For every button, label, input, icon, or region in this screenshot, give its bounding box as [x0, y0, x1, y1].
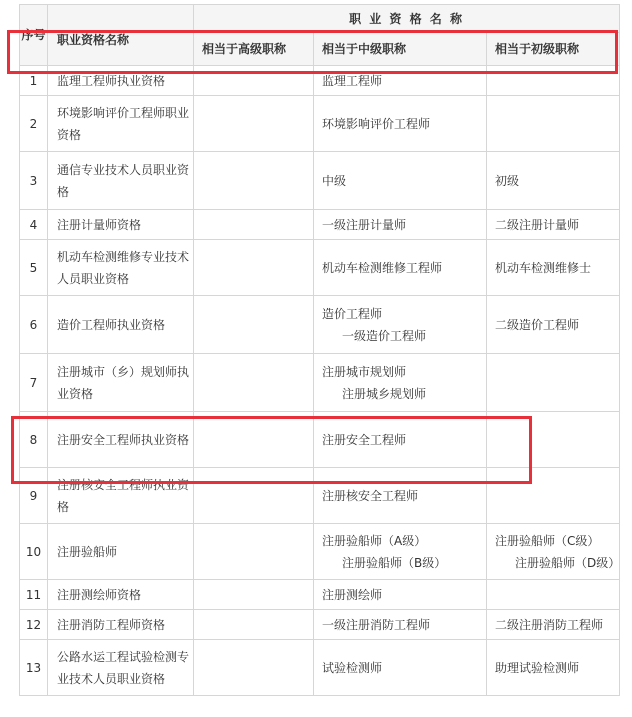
- table-row: [20, 66, 620, 96]
- intermediate-title: 环境影响评价工程师: [322, 116, 431, 131]
- row-number: 1: [20, 66, 48, 96]
- senior-cell: [194, 296, 314, 354]
- intermediate-title: 中级: [322, 173, 347, 188]
- junior-cell: [487, 610, 620, 640]
- table-row: [20, 354, 620, 412]
- header-intermediate: 相当于中级职称: [314, 33, 487, 66]
- intermediate-cell: [314, 296, 487, 354]
- intermediate-cell: [314, 640, 487, 696]
- row-number: 3: [20, 152, 48, 210]
- senior-cell: [194, 580, 314, 610]
- row-number: 8: [20, 412, 48, 468]
- table-row: [20, 210, 620, 240]
- senior-cell: [194, 468, 314, 524]
- intermediate-title: 注册城乡规划师: [342, 386, 427, 401]
- table-row: [20, 610, 620, 640]
- junior-cell: [487, 210, 620, 240]
- junior-cell: [487, 468, 620, 524]
- junior-title: 注册验船师（D级）: [515, 555, 621, 570]
- header-group: 职 业 资 格 名 称: [194, 5, 620, 33]
- qualification-name: 注册核安全工程师执业资格: [48, 468, 194, 524]
- qualification-name: 机动车检测维修专业技术人员职业资格: [48, 240, 194, 296]
- junior-cell: [487, 96, 620, 152]
- intermediate-title: 注册测绘师: [322, 587, 383, 602]
- qualification-name: 注册安全工程师执业资格: [48, 412, 194, 468]
- header-name: 职业资格名称: [48, 5, 194, 66]
- intermediate-cell: [314, 524, 487, 580]
- intermediate-title: 注册验船师（B级）: [342, 555, 447, 570]
- senior-cell: [194, 610, 314, 640]
- table-row: [20, 152, 620, 210]
- junior-cell: [487, 412, 620, 468]
- table-row: [20, 96, 620, 152]
- row-number: 9: [20, 468, 48, 524]
- qualification-name: 注册验船师: [48, 524, 194, 580]
- intermediate-cell: [314, 240, 487, 296]
- junior-title: 二级注册计量师: [495, 217, 580, 232]
- intermediate-title: 机动车检测维修工程师: [322, 260, 443, 275]
- qualification-name: 通信专业技术人员职业资格: [48, 152, 194, 210]
- junior-title: 二级造价工程师: [495, 317, 580, 332]
- header-junior: 相当于初级职称: [487, 33, 620, 66]
- qualification-name: 注册消防工程师资格: [48, 610, 194, 640]
- intermediate-cell: [314, 412, 487, 468]
- senior-cell: [194, 240, 314, 296]
- senior-cell: [194, 412, 314, 468]
- qualification-name: 环境影响评价工程师职业资格: [48, 96, 194, 152]
- junior-title: 助理试验检测师: [495, 660, 580, 675]
- row-number: 7: [20, 354, 48, 412]
- intermediate-title: 注册核安全工程师: [322, 488, 419, 503]
- intermediate-cell: [314, 610, 487, 640]
- row-number: 4: [20, 210, 48, 240]
- intermediate-cell: [314, 96, 487, 152]
- junior-title: 机动车检测维修士: [495, 260, 592, 275]
- qualification-table: [19, 4, 620, 696]
- junior-cell: [487, 524, 620, 580]
- junior-title: 注册验船师（C级）: [495, 533, 600, 548]
- table-row: [20, 296, 620, 354]
- table-row: [20, 580, 620, 610]
- qualification-name: 注册城市（乡）规划师执业资格: [48, 354, 194, 412]
- senior-cell: [194, 96, 314, 152]
- row-number: 10: [20, 524, 48, 580]
- intermediate-cell: [314, 152, 487, 210]
- table-row: [20, 640, 620, 696]
- senior-cell: [194, 640, 314, 696]
- senior-cell: [194, 210, 314, 240]
- header-senior: 相当于高级职称: [194, 33, 314, 66]
- junior-cell: [487, 152, 620, 210]
- intermediate-cell: [314, 580, 487, 610]
- qualification-name: 注册计量师资格: [48, 210, 194, 240]
- junior-title: 二级注册消防工程师: [495, 617, 604, 632]
- intermediate-title: 造价工程师: [322, 306, 383, 321]
- intermediate-title: 注册验船师（A级）: [322, 533, 427, 548]
- intermediate-cell: [314, 210, 487, 240]
- qualification-name: 注册测绘师资格: [48, 580, 194, 610]
- senior-cell: [194, 354, 314, 412]
- intermediate-title: 一级注册计量师: [322, 217, 407, 232]
- row-number: 6: [20, 296, 48, 354]
- intermediate-title: 试验检测师: [322, 660, 383, 675]
- senior-cell: [194, 152, 314, 210]
- junior-cell: [487, 640, 620, 696]
- intermediate-title: 一级造价工程师: [342, 328, 427, 343]
- junior-title: 初级: [495, 173, 520, 188]
- intermediate-title: 注册安全工程师: [322, 432, 407, 447]
- row-number: 13: [20, 640, 48, 696]
- intermediate-cell: [314, 354, 487, 412]
- table-row: [20, 468, 620, 524]
- table-row: [20, 412, 620, 468]
- junior-cell: [487, 580, 620, 610]
- table-body: [20, 66, 620, 696]
- intermediate-title: 注册城市规划师: [322, 364, 407, 379]
- junior-cell: [487, 240, 620, 296]
- senior-cell: [194, 66, 314, 96]
- junior-cell: [487, 66, 620, 96]
- table-row: [20, 524, 620, 580]
- qualification-name: 公路水运工程试验检测专业技术人员职业资格: [48, 640, 194, 696]
- intermediate-title: 一级注册消防工程师: [322, 617, 431, 632]
- table-row: [20, 240, 620, 296]
- intermediate-cell: [314, 66, 487, 96]
- junior-cell: [487, 296, 620, 354]
- intermediate-cell: [314, 468, 487, 524]
- row-number: 5: [20, 240, 48, 296]
- senior-cell: [194, 524, 314, 580]
- junior-cell: [487, 354, 620, 412]
- qualification-name: 造价工程师执业资格: [48, 296, 194, 354]
- qualification-name: 监理工程师执业资格: [48, 66, 194, 96]
- intermediate-title: 监理工程师: [322, 73, 383, 88]
- row-number: 11: [20, 580, 48, 610]
- row-number: 2: [20, 96, 48, 152]
- header-no: 序号: [20, 5, 48, 66]
- row-number: 12: [20, 610, 48, 640]
